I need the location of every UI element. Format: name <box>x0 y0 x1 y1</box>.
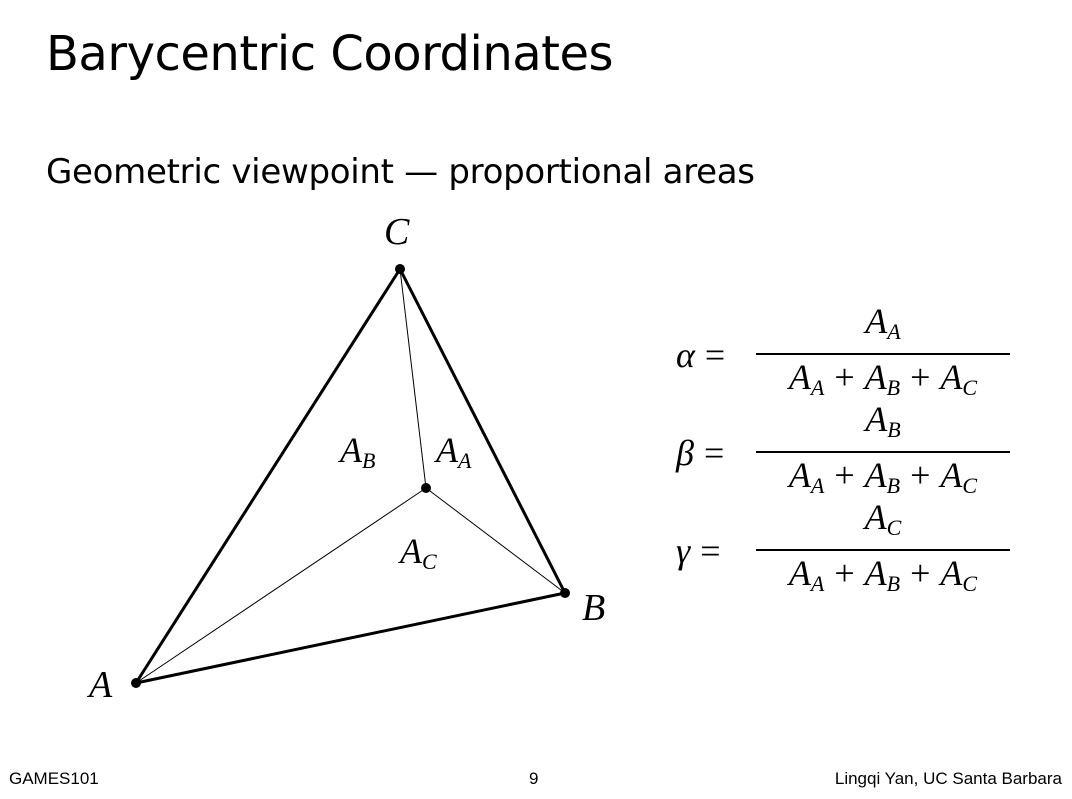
beta-den-sub1: A <box>810 473 825 498</box>
area-label-b-main: A <box>340 430 362 470</box>
beta-formula <box>676 398 1010 508</box>
alpha-symbol: α <box>676 335 695 375</box>
gamma-plus-1: + <box>834 553 855 593</box>
gamma-den-a2: A <box>864 553 887 593</box>
vertex-label-b: B <box>582 587 606 629</box>
line-pb <box>426 488 565 593</box>
area-label-a-sub: A <box>458 448 472 473</box>
beta-plus-1: + <box>834 455 855 495</box>
area-label-c <box>398 531 437 574</box>
beta-plus-2: + <box>910 455 931 495</box>
beta-den-sub3: C <box>962 473 978 498</box>
footer-course: GAMES101 <box>9 769 99 788</box>
gamma-symbol: γ <box>676 531 691 571</box>
beta-den-a3: A <box>940 455 963 495</box>
gamma-num-sub: C <box>886 515 902 540</box>
alpha-equals: = <box>704 335 726 375</box>
gamma-equals: = <box>700 531 721 571</box>
beta-den-sub2: B <box>886 473 901 498</box>
vertex-a-dot <box>131 678 141 688</box>
footer-page-number: 9 <box>529 769 539 788</box>
alpha-den-sub3: C <box>962 375 978 400</box>
gamma-den-sub3: C <box>962 571 978 596</box>
alpha-den-sub2: B <box>886 375 901 400</box>
area-label-b <box>338 430 375 473</box>
area-label-a-main: A <box>436 430 458 470</box>
gamma-den-sub2: B <box>886 571 901 596</box>
area-label-c-sub: C <box>422 549 437 574</box>
gamma-plus-2: + <box>910 553 931 593</box>
gamma-num-a: A <box>864 497 887 537</box>
alpha-num-sub: A <box>887 319 901 344</box>
alpha-den-a2: A <box>864 357 887 397</box>
vertex-label-c: C <box>384 211 410 253</box>
gamma-denominator <box>789 551 977 606</box>
edge-cb <box>400 269 565 593</box>
beta-num-a: A <box>865 399 888 439</box>
vertex-b-dot <box>560 588 570 598</box>
gamma-formula <box>676 496 1010 606</box>
alpha-den-sub1: A <box>810 375 825 400</box>
beta-den-a2: A <box>864 455 887 495</box>
alpha-formula <box>676 300 1010 410</box>
alpha-den-a1: A <box>788 357 811 397</box>
alpha-num-a: A <box>865 301 888 341</box>
alpha-plus-1: + <box>834 357 855 397</box>
area-label-c-main: A <box>400 531 422 571</box>
beta-den-a1: A <box>788 455 811 495</box>
slide-title: Barycentric Coordinates <box>46 26 614 82</box>
beta-equals: = <box>703 433 725 473</box>
gamma-den-sub1: A <box>810 571 825 596</box>
footer-author: Lingqi Yan, UC Santa Barbara <box>834 769 1062 788</box>
edge-ab <box>136 593 565 683</box>
point-p-dot <box>421 483 431 493</box>
gamma-den-a3: A <box>940 553 963 593</box>
beta-symbol: β <box>676 433 694 473</box>
gamma-den-a1: A <box>788 553 811 593</box>
area-label-a <box>434 430 472 473</box>
vertex-c-dot <box>395 264 405 274</box>
edge-ca <box>136 269 400 683</box>
vertex-label-a: A <box>89 664 113 706</box>
alpha-den-a3: A <box>940 357 963 397</box>
slide-subtitle: Geometric viewpoint — proportional areas <box>46 152 755 192</box>
beta-num-sub: B <box>887 417 901 442</box>
alpha-plus-2: + <box>910 357 931 397</box>
area-label-b-sub: B <box>362 448 376 473</box>
line-pc <box>400 269 426 488</box>
